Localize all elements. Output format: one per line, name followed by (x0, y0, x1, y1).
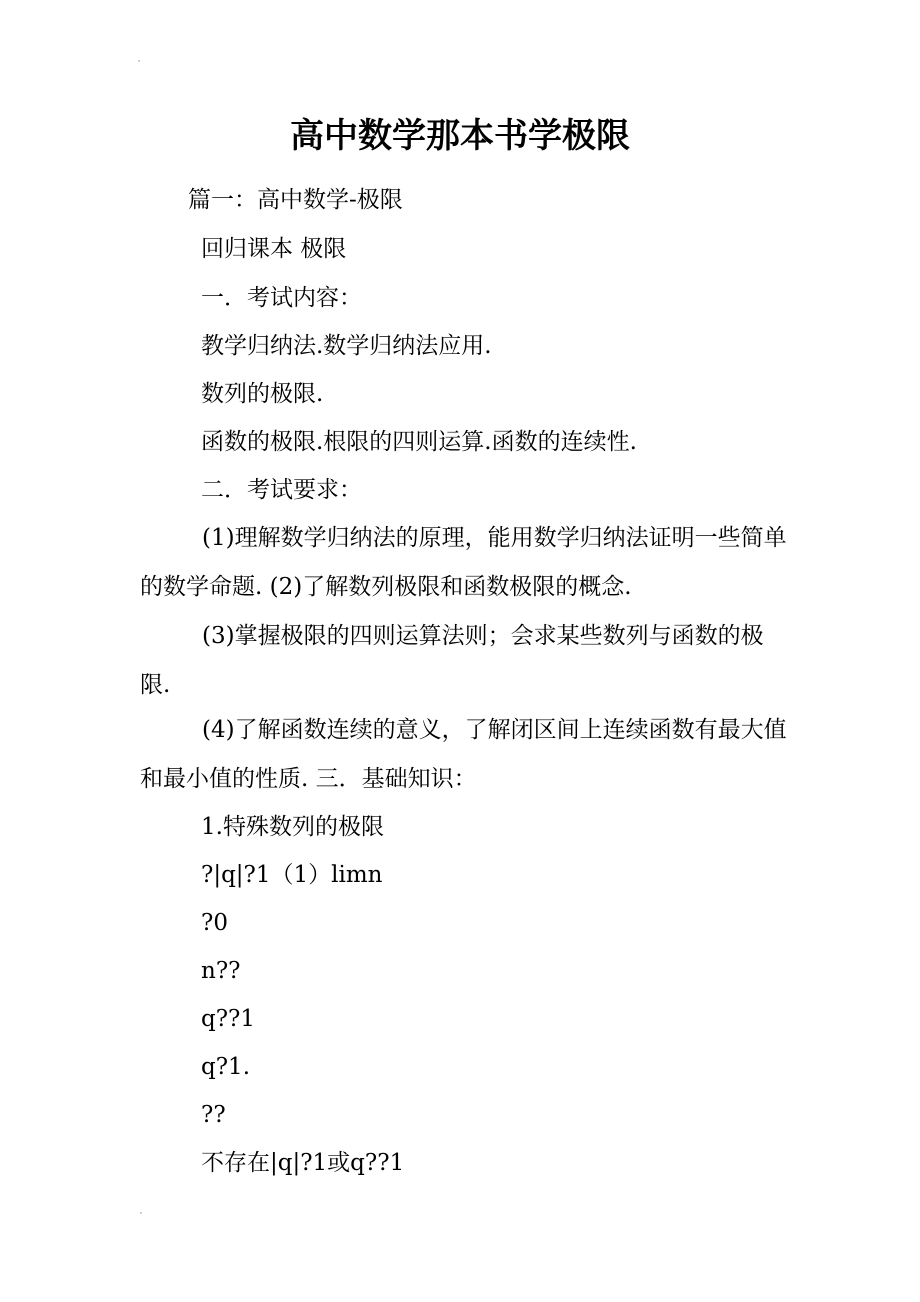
formula-line: n?? (201, 958, 241, 984)
paragraph: (4)了解函数连续的意义，了解闭区间上连续函数有最大值和最小值的性质. 三．基础知识： (140, 717, 787, 792)
corner-mark-bottom (140, 1212, 142, 1214)
text-line: 数列的极限. (201, 381, 324, 407)
formula-line: q?1. (201, 1054, 250, 1080)
paragraph: (1)理解数学归纳法的原理，能用数学归纳法证明一些简单的数学命题. (2)了解数列极限和函数极限的概念. (140, 525, 787, 600)
text-line: 教学归纳法.数学归纳法应用. (201, 333, 492, 359)
text-line: 二．考试要求： (201, 477, 362, 503)
formula-line: ?|q|?1（1）limn (201, 862, 383, 888)
formula-line: 1.特殊数列的极限 (201, 814, 384, 840)
formula-line: ?? (201, 1102, 226, 1128)
section-heading: 篇一：高中数学-极限 (188, 187, 403, 213)
corner-mark-top (138, 60, 140, 62)
text-line: 回归课本 极限 (201, 236, 347, 262)
formula-line: ?0 (201, 910, 228, 936)
paragraph: (3)掌握极限的四则运算法则；会求某些数列与函数的极限. (140, 623, 764, 698)
formula-line: q??1 (201, 1006, 256, 1032)
formula-line: 不存在|q|?1或q??1 (201, 1150, 405, 1176)
text-line: 一．考试内容： (201, 285, 362, 311)
text-line: 函数的极限.根限的四则运算.函数的连续性. (201, 429, 637, 455)
document-title: 高中数学那本书学极限 (290, 116, 630, 156)
